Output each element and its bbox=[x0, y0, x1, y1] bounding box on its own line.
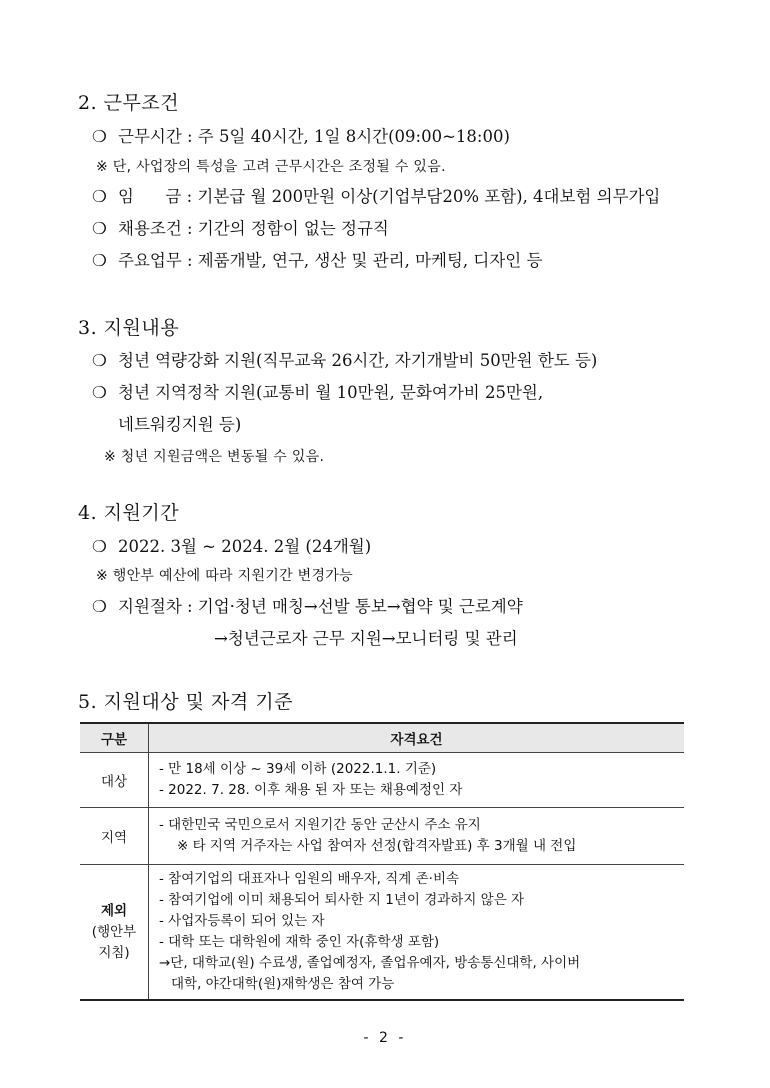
header-category: 구분 bbox=[80, 723, 149, 753]
exclusion-source-line2: 지침) bbox=[98, 944, 130, 961]
requirement-line: - 2022. 7. 28. 이후 채용 된 자 또는 채용예정인 자 bbox=[159, 782, 463, 798]
sec4-item-procedure: ❍ 지원절차 : 기업·청년 매칭→선발 통보→협약 및 근로계약 bbox=[92, 597, 523, 616]
requirement-line: →단, 대학교(원) 수료생, 졸업예정자, 졸업유예자, 방송통신대학, 사이버 bbox=[159, 955, 581, 971]
header-requirements: 자격요건 bbox=[149, 723, 685, 753]
exclusion-source-line1: (행안부 bbox=[91, 923, 137, 940]
circle-bullet-icon: ❍ bbox=[92, 351, 107, 370]
requirement-line: - 대한민국 국민으로서 지원기간 동안 군산시 주소 유지 bbox=[159, 817, 481, 833]
row-category-region: 지역 bbox=[80, 808, 149, 865]
sec2-item-employment: ❍ 채용조건 : 기간의 정함이 없는 정규직 bbox=[92, 219, 389, 238]
circle-bullet-icon: ❍ bbox=[92, 219, 107, 238]
sec3-item-capacity: ❍ 청년 역량강화 지원(직무교육 26시간, 자기개발비 50만원 한도 등) bbox=[92, 351, 598, 370]
sec2-item-wage: ❍ 임 금 : 기본급 월 200만원 이상(기업부담20% 포함), 4대보험 의무가입 bbox=[92, 187, 661, 206]
sec4-item-period: ❍ 2022. 3월 ~ 2024. 2월 (24개월) bbox=[92, 537, 372, 556]
table-header-row bbox=[80, 723, 684, 753]
requirement-line: - 참여기업의 대표자나 임원의 배우자, 직계 존·비속 bbox=[159, 871, 460, 887]
sec3-note: ※ 청년 지원금액은 변동될 수 있음. bbox=[104, 449, 325, 465]
requirement-line: - 대학 또는 대학원에 재학 중인 자(휴학생 포함) bbox=[159, 934, 440, 950]
circle-bullet-icon: ❍ bbox=[92, 127, 107, 146]
section-2-heading: 2. 근무조건 bbox=[78, 92, 180, 114]
sec4-item-procedure-cont: →청년근로자 근무 지원→모니터링 및 관리 bbox=[214, 629, 518, 648]
table-row bbox=[80, 753, 684, 808]
section-5-heading: 5. 지원대상 및 자격 기준 bbox=[78, 691, 293, 713]
row-category-target: 대상 bbox=[80, 753, 149, 808]
sec3-item-settlement: ❍ 청년 지역정착 지원(교통비 월 10만원, 문화여가비 25만원, bbox=[92, 383, 544, 402]
circle-bullet-icon: ❍ bbox=[92, 597, 107, 616]
sec2-note: ※ 단, 사업장의 특성을 고려 근무시간은 조정될 수 있음. bbox=[96, 159, 446, 175]
circle-bullet-icon: ❍ bbox=[92, 251, 107, 270]
sec3-item-settlement-cont: 네트워킹지원 등) bbox=[118, 415, 242, 434]
row-requirements bbox=[149, 808, 685, 865]
section-4-heading: 4. 지원기간 bbox=[78, 502, 180, 524]
requirement-note: ※ 타 지역 거주자는 사업 참여자 선정(합격자발표) 후 3개월 내 전입 bbox=[177, 838, 577, 854]
circle-bullet-icon: ❍ bbox=[92, 383, 107, 402]
page-number: - 2 - bbox=[363, 1030, 407, 1046]
sec4-note: ※ 행안부 예산에 따라 지원기간 변경가능 bbox=[96, 568, 353, 584]
row-category-exclusion bbox=[80, 865, 149, 1001]
requirement-line: - 만 18세 이상 ~ 39세 이하 (2022.1.1. 기준) bbox=[159, 761, 437, 777]
requirement-line: - 사업자등록이 되어 있는 자 bbox=[159, 913, 325, 929]
sec2-item-duties: ❍ 주요업무 : 제품개발, 연구, 생산 및 관리, 마케팅, 디자인 등 bbox=[92, 251, 543, 270]
circle-bullet-icon: ❍ bbox=[92, 187, 107, 206]
row-requirements bbox=[149, 753, 685, 808]
table-row bbox=[80, 865, 684, 1001]
requirement-line: - 참여기업에 이미 채용되어 퇴사한 지 1년이 경과하지 않은 자 bbox=[159, 892, 525, 908]
eligibility-table bbox=[80, 722, 684, 1001]
circle-bullet-icon: ❍ bbox=[92, 537, 107, 556]
requirement-line: 대학, 야간대학(원)재학생은 참여 가능 bbox=[171, 976, 395, 992]
section-3-heading: 3. 지원내용 bbox=[78, 317, 180, 339]
sec2-item-work-hours: ❍ 근무시간 : 주 5일 40시간, 1일 8시간(09:00~18:00) bbox=[92, 127, 510, 146]
row-requirements bbox=[149, 865, 685, 1001]
table-row bbox=[80, 808, 684, 865]
exclusion-label: 제외 bbox=[100, 902, 128, 919]
